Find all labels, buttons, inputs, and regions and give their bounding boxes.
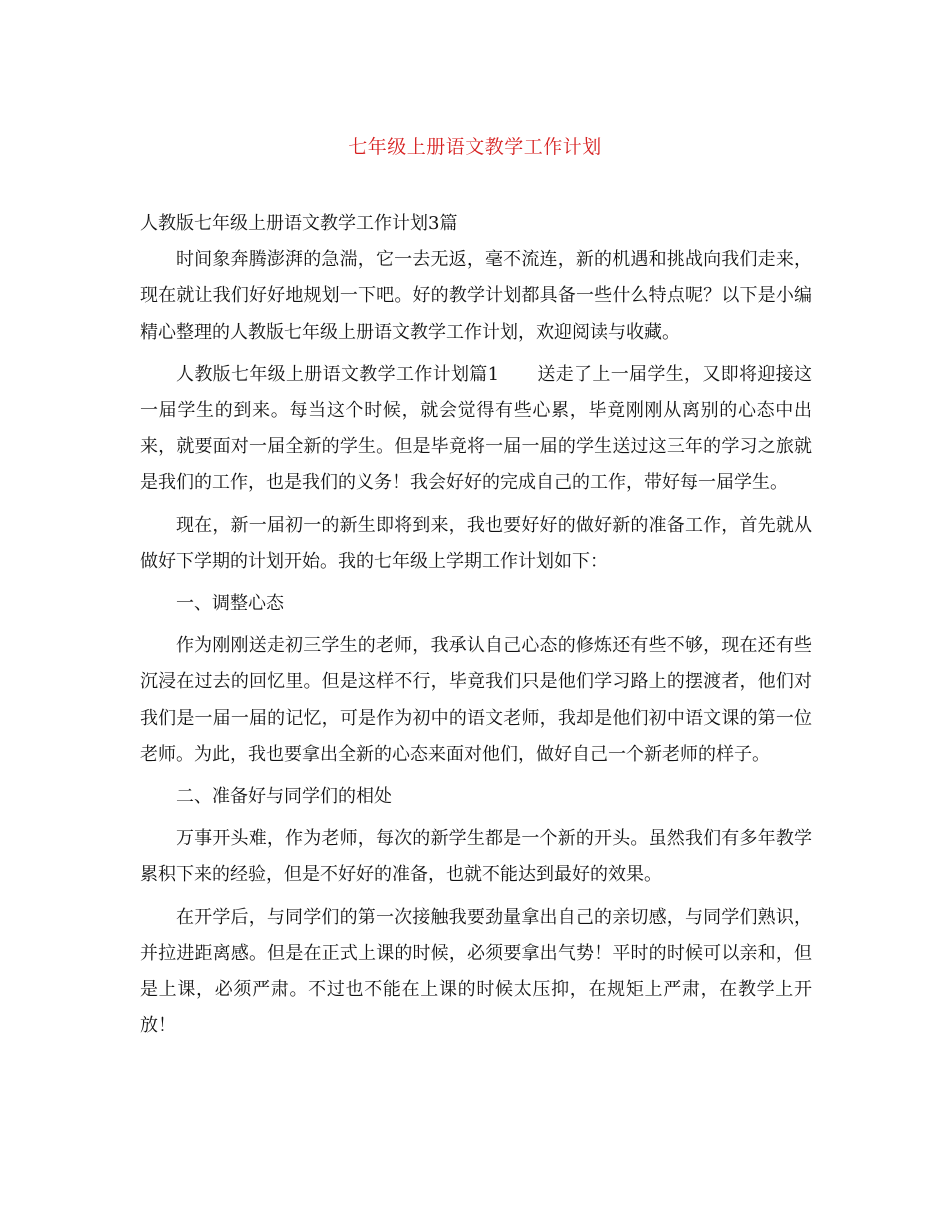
plan-paragraph: 现在，新一届初一的新生即将到来，我也要好好的做好新的准备工作，首先就从做好下学期的计划开始。我的七年级上学期工作计划如下： [140,514,812,572]
document-body [140,206,812,1044]
section-paragraph-2a: 万事开头难，作为老师，每次的新学生都是一个新的开头。虽然我们有多年教学累积下来的经验，但是不好好的准备，也就不能达到最好的效果。 [140,828,812,886]
section-heading-2: 二、准备好与同学们的相处 [176,786,392,808]
document-subtitle: 人教版七年级上册语文教学工作计划3篇 [140,213,458,234]
article-opening: 送走了上一届学生，又即将迎接这一届学生的到来。每当这个时候，就会觉得有些心累，毕竟刚刚从离别的心态中出来，就要面对一届全新的学生。但是毕竟将一届一届的学生送过这三年的学习之旅就是我们的工作，也是我们的义务！我会好好的完成自己的工作，带好每一届学生。 [140,363,813,494]
intro-paragraph: 时间象奔腾澎湃的急湍，它一去无返，毫不流连，新的机遇和挑战向我们走来，现在就让我们好好地规划一下吧。好的教学计划都具备一些什么特点呢？以下是小编精心整理的人教版七年级上册语文教学工作计划，欢迎阅读与收藏。 [140,249,812,343]
article-heading: 人教版七年级上册语文教学工作计划篇1 [176,363,500,385]
section-paragraph-2b: 在开学后，与同学们的第一次接触我要劲量拿出自己的亲切感，与同学们熟识，并拉进距离感。但是在正式上课的时候，必须要拿出气势！平时的时候可以亲和，但是上课，必须严肃。不过也不能在上课的时候太压抑，在规矩上严肃，在教学上开放！ [140,906,812,1037]
article-paragraph [140,357,812,502]
section-paragraph-1: 作为刚刚送走初三学生的老师，我承认自己心态的修炼还有些不够，现在还有些沉浸在过去的回忆里。但是这样不行，毕竟我们只是他们学习路上的摆渡者，他们对我们是一届一届的记忆，可是作为初中的语文老师，我却是他们初中语文课的第一位老师。为此，我也要拿出全新的心态来面对他们，做好自己一个新老师的样子。 [140,635,812,765]
document-title: 七年级上册语文教学工作计划 [348,136,602,158]
section-heading-1: 一、调整心态 [176,593,284,615]
